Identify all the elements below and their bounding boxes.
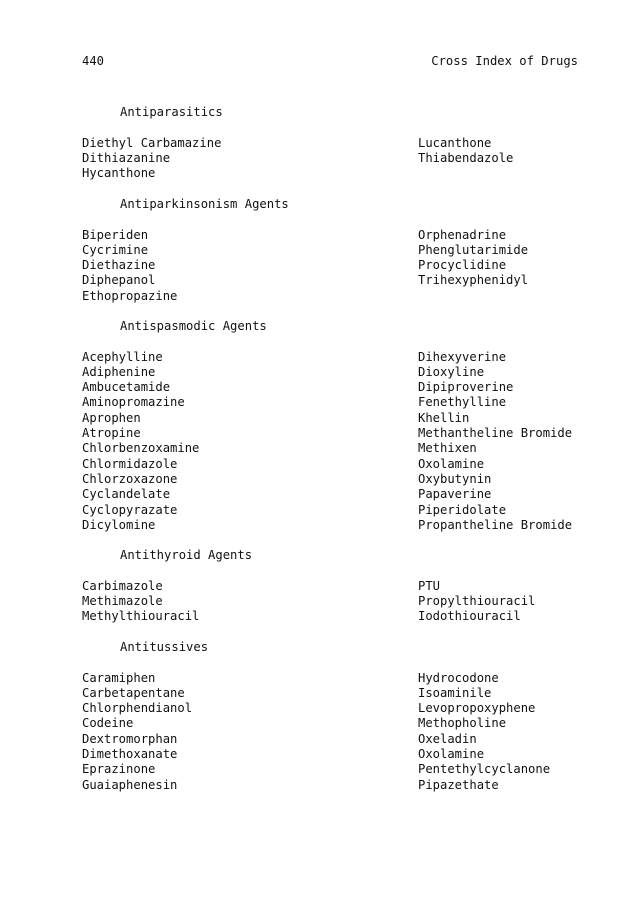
- right-column: [418, 579, 535, 625]
- left-column: [82, 228, 177, 304]
- drug-name: Dithiazanine: [82, 150, 171, 165]
- page-number: 440: [82, 54, 105, 68]
- right-column: [418, 671, 550, 793]
- drug-name: Procyclidine: [418, 258, 507, 273]
- drug-name: Dihexyverine: [418, 349, 507, 364]
- drug-name: Caramiphen: [82, 670, 156, 685]
- section-heading: Antispasmodic Agents: [120, 319, 267, 333]
- running-title: Cross Index of Drugs: [431, 54, 578, 68]
- drug-name: Guaiaphenesin: [82, 777, 178, 792]
- index-section: [82, 548, 582, 624]
- drug-name: Dimethoxanate: [82, 747, 178, 762]
- section-heading: Antithyroid Agents: [120, 548, 253, 562]
- drug-name: Carbimazole: [82, 578, 163, 593]
- drug-name: Aminopromazine: [82, 395, 185, 410]
- drug-columns: [82, 350, 582, 534]
- drug-name: Methimazole: [82, 593, 163, 608]
- drug-name: Pipazethate: [418, 777, 499, 792]
- right-column: [418, 136, 513, 167]
- drug-name: Levopropoxyphene: [418, 701, 536, 716]
- drug-name: Carbetapentane: [82, 685, 185, 700]
- drug-name: Chlorbenzoxamine: [82, 441, 200, 456]
- drug-name: PTU: [418, 578, 441, 593]
- drug-name: Codeine: [82, 716, 134, 731]
- drug-name: Propylthiouracil: [418, 593, 536, 608]
- drug-name: Acephylline: [82, 349, 163, 364]
- left-column: [82, 579, 199, 625]
- drug-name: Propantheline Bromide: [418, 517, 573, 532]
- drug-name: Thiabendazole: [418, 150, 514, 165]
- drug-name: Phenglutarimide: [418, 242, 529, 257]
- drug-name: Ethopropazine: [82, 288, 178, 303]
- drug-name: Dicylomine: [82, 517, 156, 532]
- drug-name: Hydrocodone: [418, 670, 499, 685]
- drug-name: Methylthiouracil: [82, 609, 200, 624]
- section-heading: Antitussives: [120, 640, 209, 654]
- drug-name: Eprazinone: [82, 762, 156, 777]
- drug-columns: [82, 671, 582, 793]
- drug-name: Hycanthone: [82, 166, 156, 181]
- drug-name: Oxolamine: [418, 456, 485, 471]
- drug-name: Diphepanol: [82, 273, 156, 288]
- drug-name: Methantheline Bromide: [418, 426, 573, 441]
- drug-name: Cyclandelate: [82, 487, 171, 502]
- index-section: [82, 319, 582, 533]
- drug-name: Ambucetamide: [82, 380, 171, 395]
- drug-name: Methopholine: [418, 716, 507, 731]
- drug-name: Piperidolate: [418, 502, 507, 517]
- right-column: [418, 350, 572, 534]
- drug-name: Chlormidazole: [82, 456, 178, 471]
- drug-name: Cycrimine: [82, 242, 149, 257]
- drug-name: Aprophen: [82, 410, 141, 425]
- section-heading: Antiparkinsonism Agents: [120, 197, 289, 211]
- drug-name: Dextromorphan: [82, 731, 178, 746]
- drug-name: Dipiproverine: [418, 380, 514, 395]
- drug-name: Oxybutynin: [418, 471, 492, 486]
- drug-columns: [82, 136, 582, 182]
- drug-name: Pentethylcyclanone: [418, 762, 551, 777]
- index-section: [82, 197, 582, 304]
- index-section: [82, 640, 582, 793]
- drug-name: Biperiden: [82, 227, 149, 242]
- index-section: [82, 105, 582, 181]
- drug-name: Iodothiouracil: [418, 609, 521, 624]
- drug-name: Diethazine: [82, 258, 156, 273]
- drug-name: Adiphenine: [82, 364, 156, 379]
- drug-columns: [82, 579, 582, 625]
- left-column: [82, 136, 221, 182]
- section-heading: Antiparasitics: [120, 105, 223, 119]
- drug-columns: [82, 228, 582, 305]
- left-column: [82, 671, 192, 793]
- drug-name: Cyclopyrazate: [82, 502, 178, 517]
- drug-name: Atropine: [82, 426, 141, 441]
- drug-name: Trihexyphenidyl: [418, 273, 529, 288]
- left-column: [82, 350, 199, 534]
- drug-name: Orphenadrine: [418, 227, 507, 242]
- drug-name: Methixen: [418, 441, 477, 456]
- drug-name: Diethyl Carbamazine: [82, 135, 222, 150]
- drug-name: Fenethylline: [418, 395, 507, 410]
- drug-name: Papaverine: [418, 487, 492, 502]
- right-column: [418, 228, 528, 289]
- drug-name: Chlorzoxazone: [82, 471, 178, 486]
- drug-name: Isoaminile: [418, 685, 492, 700]
- drug-name: Oxeladin: [418, 731, 477, 746]
- drug-name: Chlorphendianol: [82, 701, 193, 716]
- drug-name: Lucanthone: [418, 135, 492, 150]
- drug-name: Dioxyline: [418, 364, 485, 379]
- drug-name: Oxolamine: [418, 747, 485, 762]
- drug-name: Khellin: [418, 410, 470, 425]
